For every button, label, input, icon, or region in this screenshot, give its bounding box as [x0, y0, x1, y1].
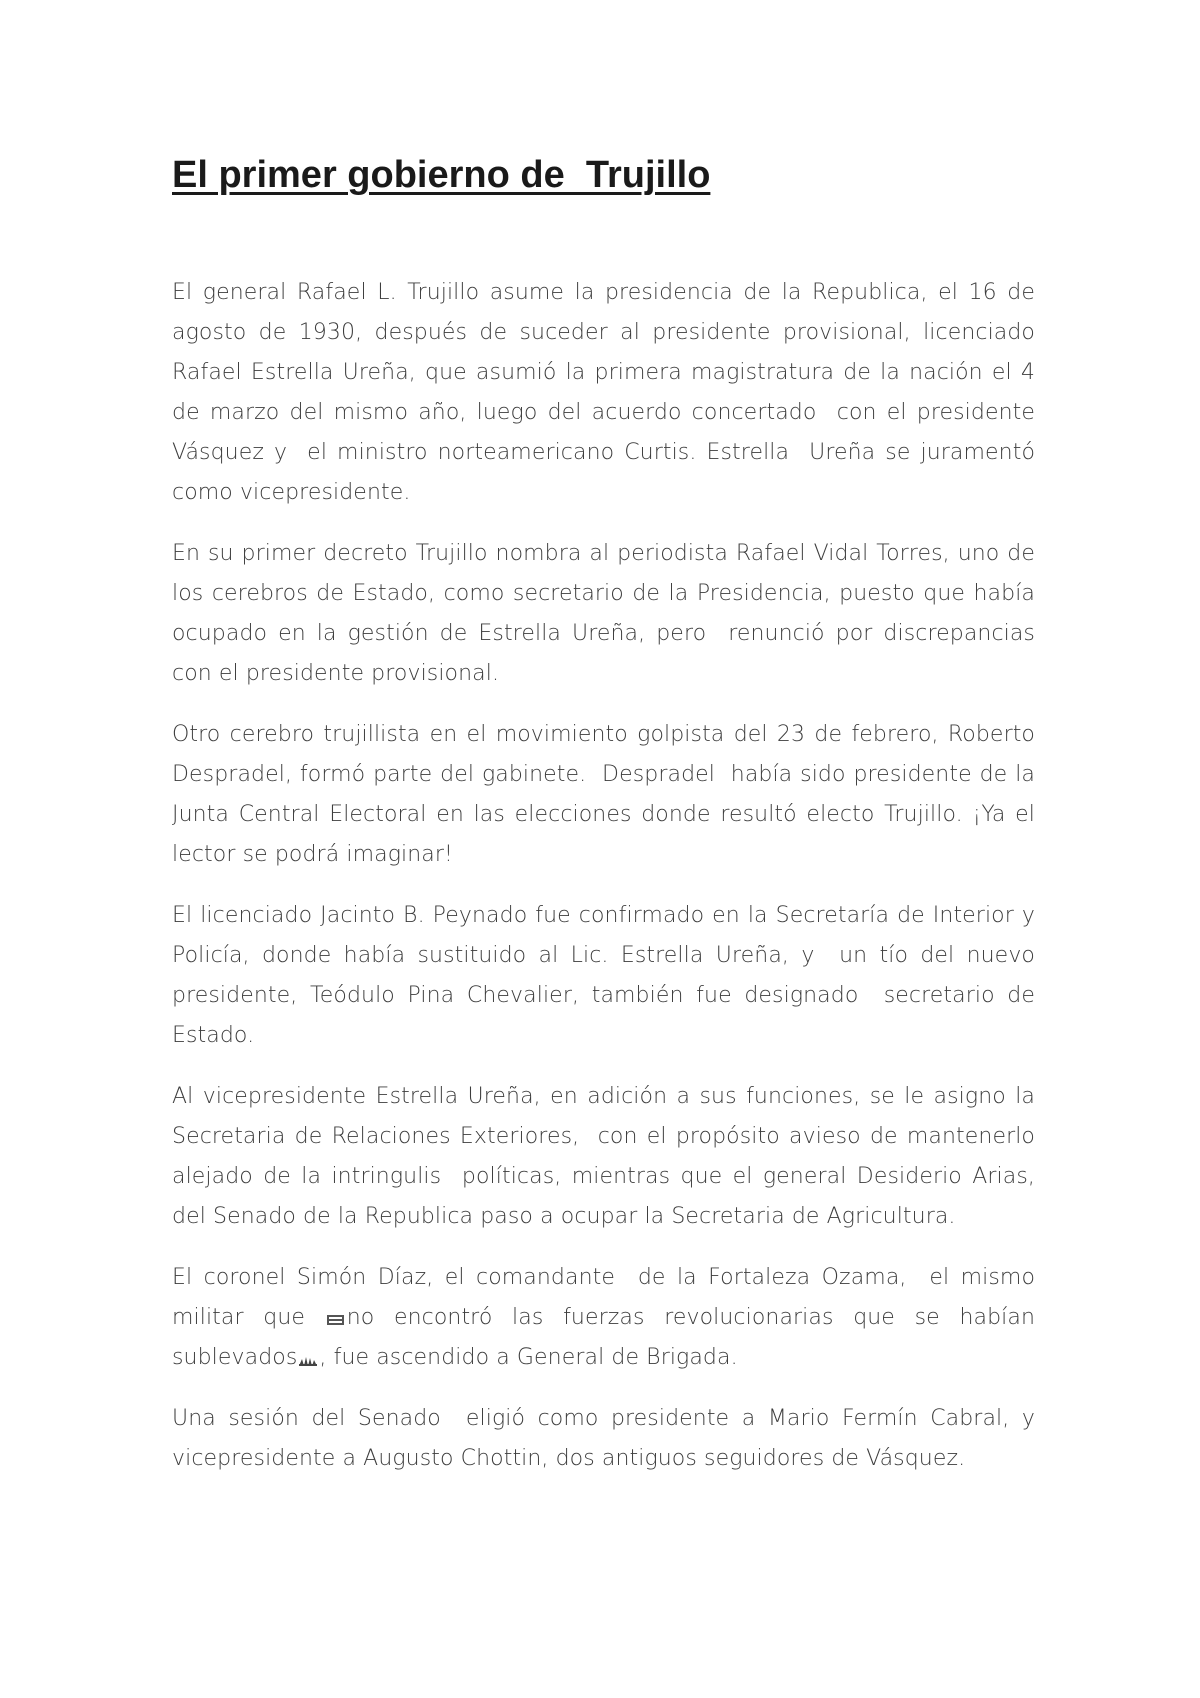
garbled-glyph-icon	[326, 1313, 346, 1327]
paragraph-1: El general Rafael L. Trujillo asume la presidencia de la Republica, el 16 de agosto de 1930, después de suceder al presidente provisional, licenciado Rafael Estrella Ureña, que asumió la primera magistratura de la nación el 4 de marzo del mismo año, luego del acuerdo concertado con el presidente Vásquez y el ministro norteamericano Curtis. Estrella Ureña se juramentó como vicepresidente.	[172, 280, 1050, 505]
document-title: El primer gobierno de Trujillo	[172, 154, 711, 196]
paragraph-2: En su primer decreto Trujillo nombra al periodista Rafael Vidal Torres, uno de los cerebros de Estado, como secretario de la Presidencia, puesto que había ocupado en la gestión de Estrella Ureña, pero renunció por discrepancias con el presidente provisional.	[172, 541, 1043, 686]
paragraph-5: Al vicepresidente Estrella Ureña, en adición a sus funciones, se le asigno la Secretaria de Relaciones Exteriores, con el propósito avieso de mantenerlo alejado de la intringulis políticas, mientras que el general Desiderio Arias, del Senado de la Republica paso a ocupar la Secretaria de Agricultura.	[172, 1084, 1043, 1229]
document-body	[172, 273, 1050, 1500]
paragraph-4: El licenciado Jacinto B. Peynado fue confirmado en la Secretaría de Interior y Policía, donde había sustituido al Lic. Estrella Ureña, y un tío del nuevo presidente, Teódulo Pina Chevalier, también fue designado secretario de Estado.	[172, 903, 1043, 1048]
paragraph-6	[172, 1258, 1043, 1378]
garbled-glyph-icon-2	[298, 1353, 318, 1367]
paragraph-6-part-c: , fue ascendido a General de Brigada.	[319, 1345, 738, 1370]
paragraph-7: Una sesión del Senado eligió como presidente a Mario Fermín Cabral, y vicepresidente a Augusto Chottin, dos antiguos seguidores de Vásquez.	[172, 1406, 1043, 1471]
paragraph-3: Otro cerebro trujillista en el movimiento golpista del 23 de febrero, Roberto Despradel, formó parte del gabinete. Despradel había sido presidente de la Junta Central Electoral en las elecciones donde resultó electo Trujillo. ¡Ya el lector se podrá imaginar!	[172, 722, 1043, 867]
paragraph-6-part-a: El coronel Simón Díaz, el comandante de la Fortaleza Ozama, el mismo militar que	[172, 1265, 1043, 1330]
paragraph-6-part-b: no encontró las fuerzas revolucionarias que se habían sublevados	[172, 1305, 1043, 1370]
